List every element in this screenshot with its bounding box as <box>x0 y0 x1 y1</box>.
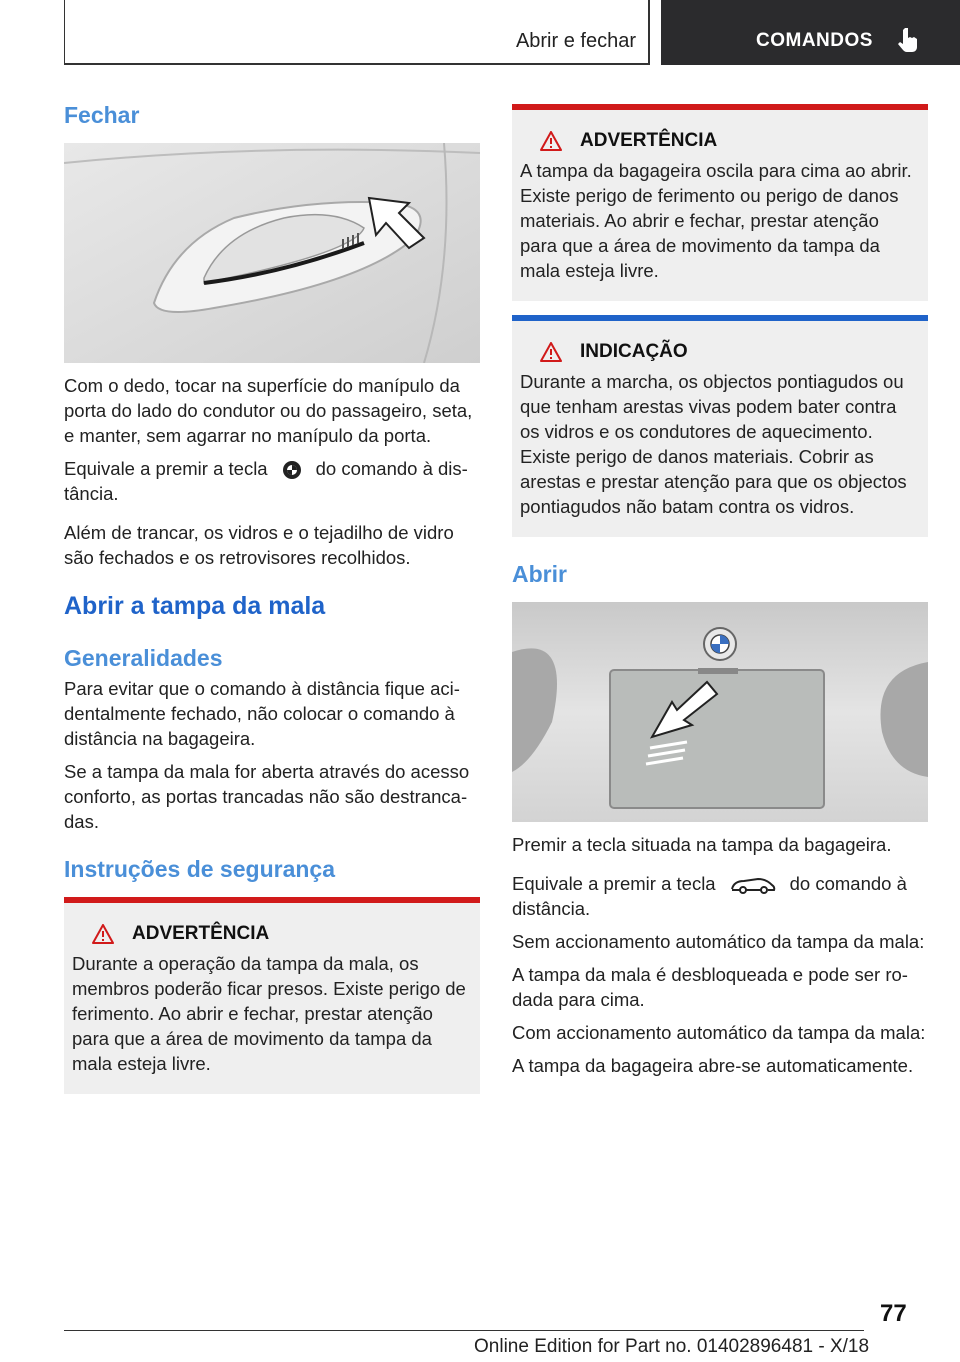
warning-triangle-icon <box>540 131 562 151</box>
door-handle-image <box>64 143 480 363</box>
left-column <box>64 100 480 1094</box>
fechar-paragraph-2-after: do comando à dis-tância. <box>64 458 468 504</box>
info-notice <box>512 315 928 537</box>
warning-triangle-icon <box>92 924 114 944</box>
fechar-paragraph-2 <box>64 456 480 506</box>
warning-notice-1-text: Durante a operação da tampa da mala, os membros poderão ficar presos. Existe perigo de ferimento. Ao abrir e fechar, prestar atenção para que a área de movimento da tampa da mala esteja livre. <box>72 953 466 1074</box>
warning-triangle-icon <box>540 342 562 362</box>
header-rule-right <box>648 0 650 65</box>
header-section-title: Abrir e fechar <box>515 30 636 52</box>
warning-notice-2 <box>512 104 928 301</box>
abrir-paragraph-1: Premir a tecla situada na tampa da bagageira. <box>512 834 892 855</box>
abrir-paragraph-5: Com accionamento automático da tampa da mala: <box>512 1022 926 1043</box>
abrir-paragraph-3: Sem accionamento automático da tampa da mala: <box>512 931 925 952</box>
page-number: 77 <box>880 1300 907 1327</box>
generalidades-heading: Generalidades <box>64 645 223 671</box>
header-rule-left <box>64 0 65 64</box>
fechar-paragraph-1: Com o dedo, tocar na superfície do manípulo da porta do lado do condutor ou do passageiro, seta, e manter, sem agarrar no manípulo da porta. <box>64 375 473 446</box>
info-notice-text: Durante a marcha, os objectos pontiagudos ou que tenham arestas vivas podem bater contra os vidros e os condutores de aquecimento. Existe perigo de danos materiais. Cobrir as arestas e prestar atenção para que os objectos pontiagudos não batam contra os vidros. <box>520 371 907 517</box>
fechar-paragraph-2-before: Equivale a premir a tecla <box>64 458 268 479</box>
abrir-paragraph-2-before: Equivale a premir a tecla <box>512 873 716 894</box>
header-rule-bottom <box>64 63 650 65</box>
abrir-heading: Abrir <box>512 561 567 587</box>
header-chapter-tab[interactable] <box>661 0 960 65</box>
fechar-paragraph-3: Além de trancar, os vidros e o tejadilho de vidro são fechados e os retrovisores recolhidos. <box>64 522 454 568</box>
warning-notice-2-header <box>540 130 920 152</box>
header-chapter-label: COMANDOS <box>756 30 873 51</box>
info-notice-title: INDICAÇÃO <box>580 341 688 362</box>
warning-notice-2-text: A tampa da bagageira oscila para cima ao abrir. Existe perigo de ferimento ou perigo de danos materiais. Ao abrir e fechar, prestar atenção para que a área de movimento da tampa da mala esteja livre. <box>520 160 912 281</box>
warning-notice-2-title: ADVERTÊNCIA <box>580 130 718 151</box>
warning-notice-1-header <box>92 923 472 945</box>
warning-notice-1-title: ADVERTÊNCIA <box>132 923 270 944</box>
car-trunk-icon <box>730 875 776 895</box>
abrir-paragraph-2 <box>512 871 928 921</box>
abrir-paragraph-2-after: do comando à distância. <box>512 873 907 919</box>
abrir-paragraph-4: A tampa da mala é desbloqueada e pode ser ro-dada para cima. <box>512 964 908 1010</box>
fechar-heading: Fechar <box>64 102 140 128</box>
abrir-paragraph-6: A tampa da bagageira abre-se automaticamente. <box>512 1055 914 1076</box>
generalidades-paragraph-2: Se a tampa da mala for aberta através do acesso conforto, as portas trancadas não são destranca-das. <box>64 761 470 832</box>
hand-pointer-icon <box>896 26 920 54</box>
right-column <box>512 104 928 1078</box>
trunk-button-image <box>512 602 928 822</box>
generalidades-paragraph-1: Para evitar que o comando à distância fique aci-dentalmente fechado, não colocar o comando à distância na bagageira. <box>64 678 460 749</box>
bmw-lock-key-icon <box>282 460 302 480</box>
footer-rule <box>64 1330 864 1331</box>
warning-notice-1 <box>64 897 480 1094</box>
footer-edition: Online Edition for Part no. 01402896481 - X/18 <box>474 1336 870 1357</box>
info-notice-header <box>540 341 920 363</box>
seguranca-heading: Instruções de segurança <box>64 856 335 882</box>
abrir-tampa-mala-heading: Abrir a tampa da mala <box>64 592 326 620</box>
